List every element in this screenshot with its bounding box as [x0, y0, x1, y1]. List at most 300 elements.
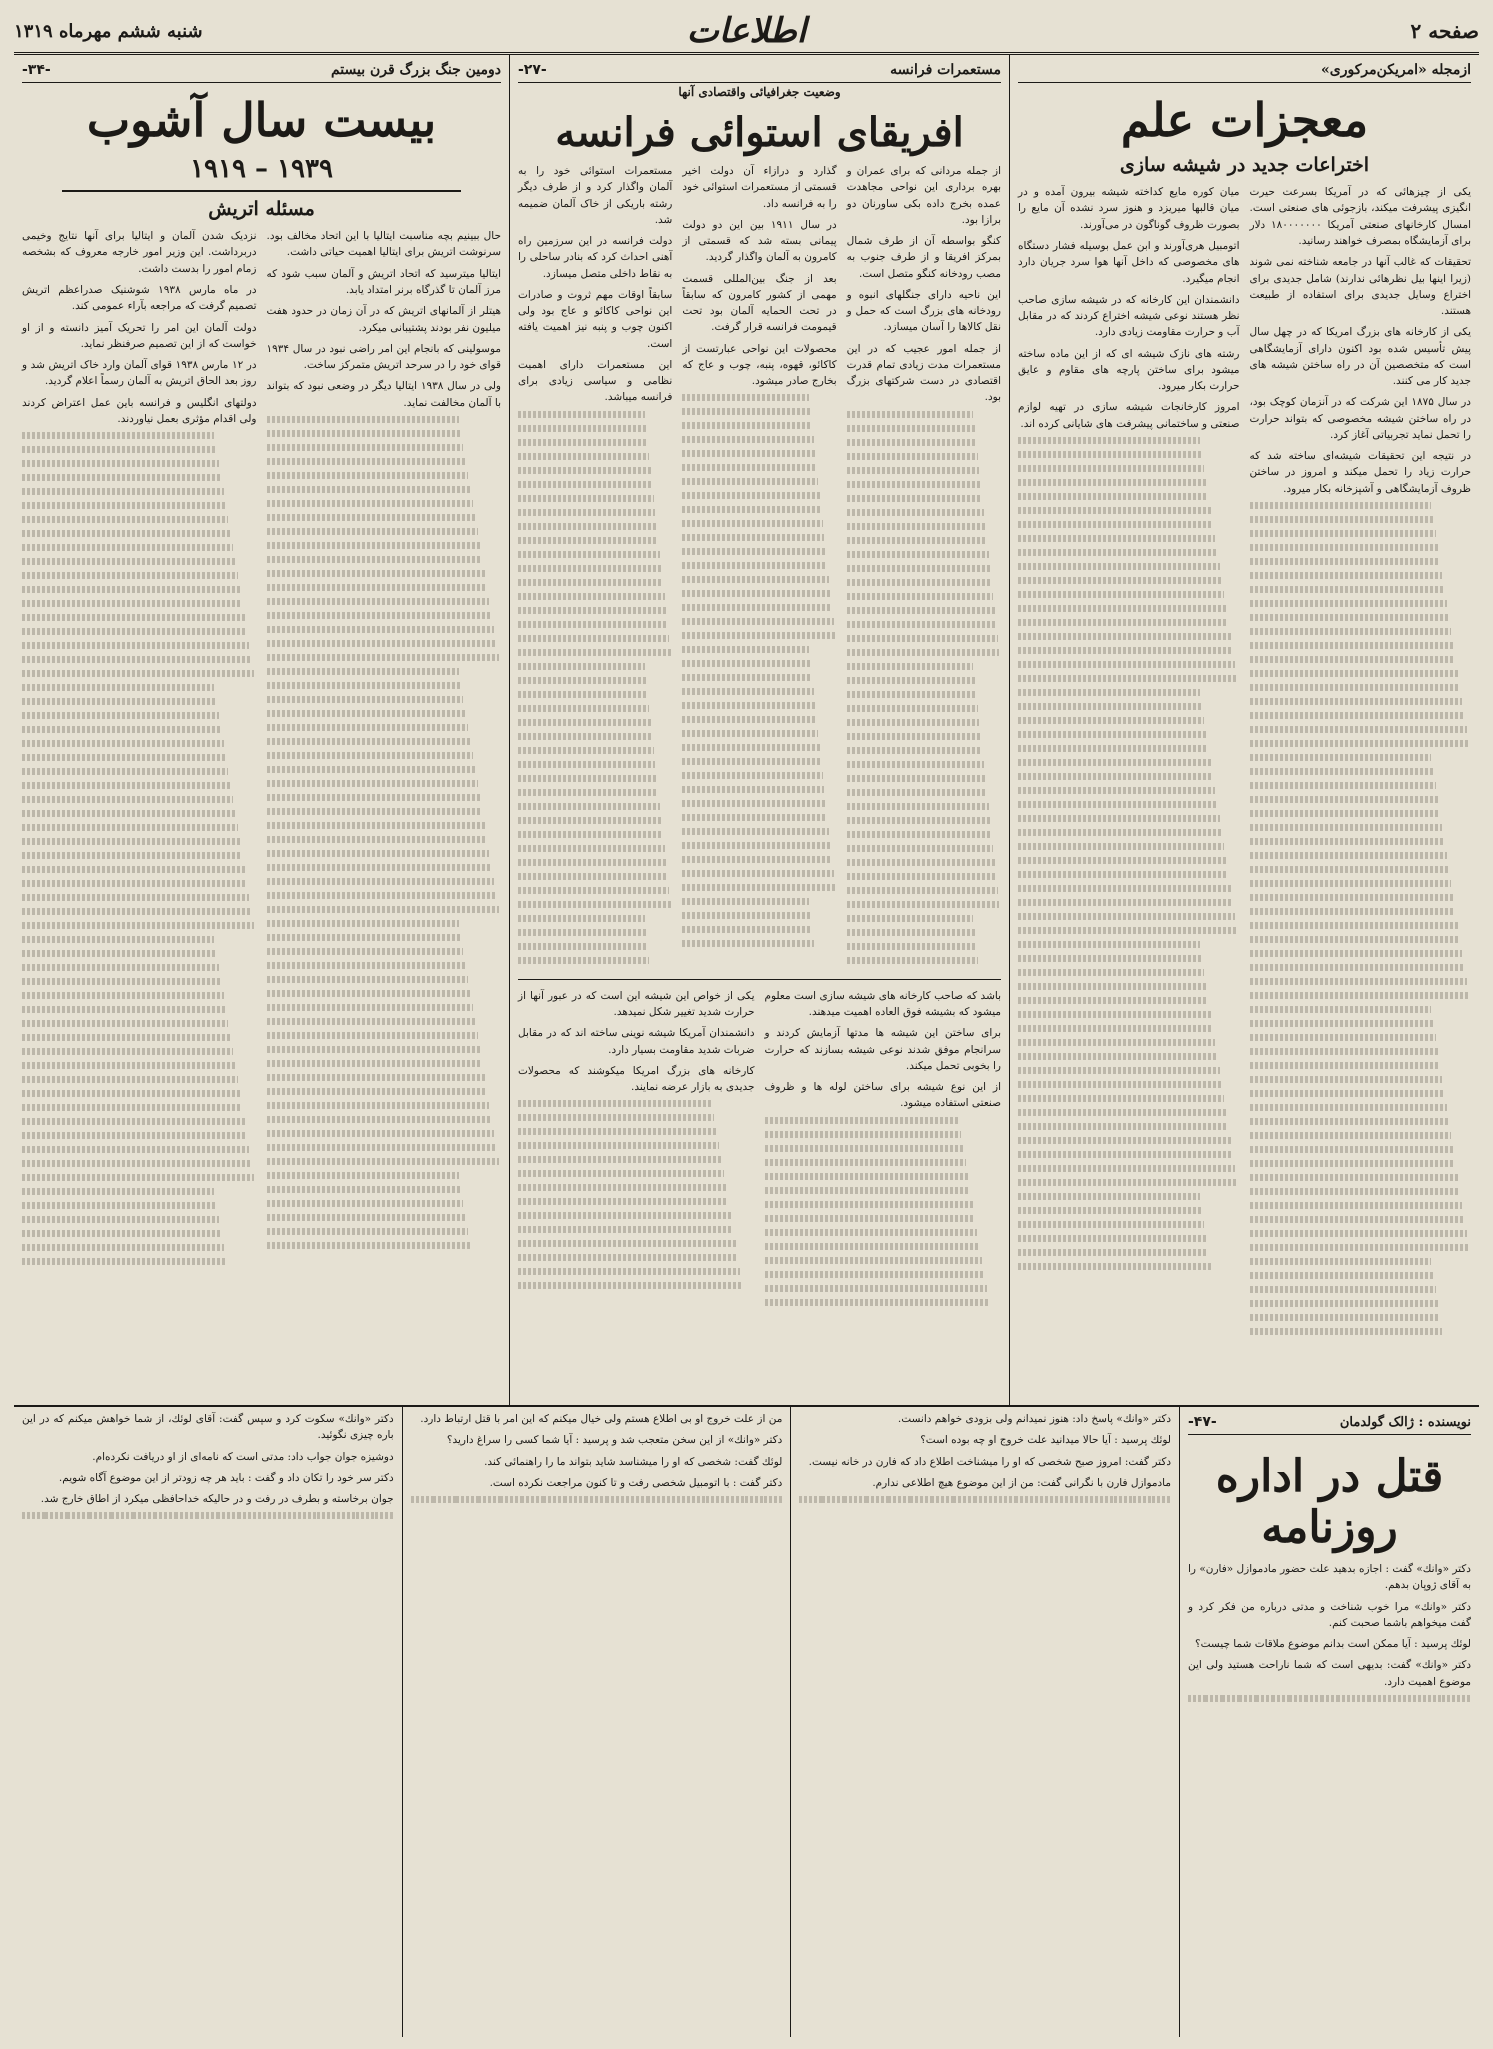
text-line — [1018, 703, 1202, 710]
text-line — [267, 1172, 459, 1179]
paragraph: دکتر «وانك» مرا خوب شناخت و مدتی درباره من فکر کرد و گفت میخواهم باشما صحبت کنم. — [1188, 1600, 1471, 1629]
text-line — [1152, 1496, 1171, 1503]
article-colonies — [509, 55, 1009, 1405]
text-line — [22, 712, 219, 719]
text-line — [22, 558, 235, 565]
text-line — [518, 425, 646, 432]
text-line — [518, 719, 651, 726]
text-line — [682, 730, 818, 737]
text-line — [267, 752, 473, 759]
text-line — [22, 1202, 217, 1209]
text-line — [22, 852, 242, 859]
text-line — [267, 472, 469, 479]
text-line — [267, 1018, 476, 1025]
text-line — [888, 1496, 910, 1503]
text-line — [1188, 1695, 1205, 1702]
text-line — [1133, 1496, 1152, 1503]
text-line — [764, 1496, 783, 1503]
text-line — [682, 842, 830, 849]
text-line — [267, 822, 485, 829]
text-line — [1018, 1137, 1231, 1144]
text-line — [22, 1118, 245, 1125]
text-line — [1018, 647, 1233, 654]
text-line — [1250, 950, 1463, 957]
text-line — [267, 878, 494, 885]
article-war-subtitle: مسئله اتریش — [208, 198, 315, 221]
text-line — [1250, 516, 1434, 523]
text-line — [22, 684, 214, 691]
text-line — [682, 674, 812, 681]
text-line — [682, 800, 826, 807]
text-line — [267, 892, 497, 899]
text-line — [267, 542, 480, 549]
text-line — [267, 1088, 487, 1095]
text-line — [1250, 936, 1460, 943]
paragraph: دکتر «وانك» گفت: بدیهی است که شما ناراحت هستید ولی این موضوع اهمیت دارد. — [1188, 1659, 1471, 1688]
paragraph: در سال ۱۹۱۱ بین این دو دولت پیمانی بسته شد که قسمتی از کامرون به آلمان واگذار گردید. — [682, 218, 837, 264]
text-line — [22, 586, 240, 593]
text-line — [1018, 1053, 1217, 1060]
text-line — [22, 782, 231, 789]
text-line — [682, 464, 816, 471]
text-line — [267, 626, 494, 633]
text-line — [521, 1496, 542, 1503]
paragraph: در نتیجه این تحقیقات شیشه‌ای ساخته شد که حرارت زیاد را تحمل میکند و امروز در ساختن ظروف آزمایشگاهی و آشپزخانه بکار میرود. — [1249, 450, 1471, 495]
series-number: -۲۷- — [518, 62, 547, 78]
text-line — [847, 565, 991, 572]
text-line — [518, 565, 662, 572]
text-line — [682, 702, 815, 709]
text-line — [22, 866, 245, 873]
text-line — [1018, 899, 1233, 906]
text-line — [267, 724, 469, 731]
text-line — [1018, 535, 1215, 542]
text-line — [799, 1496, 822, 1503]
text-line — [22, 544, 233, 551]
text-line — [1250, 600, 1447, 607]
text-line — [518, 621, 668, 628]
article-colonies-col2 — [682, 163, 836, 971]
paragraph: از جمله امور عجیب که در این مستعمرات مدت زیادی تمام قدرت اقتصادی در دست شرکتهای بزرگ بود. — [846, 342, 1001, 404]
text-line — [1250, 726, 1467, 733]
text-line — [518, 551, 660, 558]
text-line — [847, 803, 989, 810]
text-line — [682, 548, 826, 555]
article-science-col2 — [1018, 184, 1240, 1342]
text-line — [267, 1032, 478, 1039]
text-line — [847, 901, 1000, 908]
paragraph: ایتالیا میترسید که اتحاد اتریش و آلمان سبب شود که مرز آلمان تا گذرگاه برنر امتداد یابد. — [266, 267, 501, 296]
text-line — [1018, 1165, 1235, 1172]
text-line — [22, 894, 249, 901]
text-line — [667, 1496, 687, 1503]
novel-header — [1188, 1411, 1471, 1435]
paragraph: هیتلر از آلمانهای اتریش که در آن زمان در حدود هفت میلیون نفر بودند پشتیبانی میکرد. — [266, 305, 501, 334]
paragraph: بعد از جنگ بین‌المللی قسمت مهمی از کشور کامرون که سابقاً در تحت الحمایه آلمان بود تحت قیمومت فرانسه قرار گرفت. — [682, 272, 837, 334]
text-line — [267, 598, 490, 605]
text-line — [765, 1159, 966, 1166]
text-line — [847, 929, 975, 936]
text-line — [847, 915, 974, 922]
text-line — [1250, 768, 1434, 775]
text-line — [1018, 1067, 1220, 1074]
text-line — [1018, 843, 1224, 850]
text-line — [1250, 1230, 1467, 1237]
text-line — [1018, 913, 1235, 920]
text-line — [931, 1496, 952, 1503]
text-line — [847, 551, 989, 558]
text-line — [22, 1006, 226, 1013]
text-line — [22, 1034, 231, 1041]
text-line — [682, 492, 819, 499]
text-line — [22, 1230, 221, 1237]
text-line — [1205, 1695, 1222, 1702]
paragraph: این ناحیه دارای جنگلهای انبوه و رودخانه های بزرگ است که حمل و نقل کالاها را آسان میسازد. — [846, 288, 1001, 334]
text-line — [847, 719, 980, 726]
text-line — [518, 1184, 726, 1191]
text-line — [518, 523, 657, 530]
text-line — [847, 957, 978, 964]
text-line — [267, 808, 483, 815]
text-line — [267, 654, 499, 661]
page-number: صفحه ۲ — [1410, 19, 1479, 43]
text-line — [682, 506, 821, 513]
text-line — [518, 593, 665, 600]
text-line — [1250, 1006, 1432, 1013]
text-line — [1018, 857, 1226, 864]
paragraph: موسولینی که بانجام این امر راضی نبود در سال ۱۹۳۴ قوای خود را در سرحد اتریش متمرکز ساخت. — [266, 342, 501, 372]
text-line — [456, 1496, 478, 1503]
paragraph: محصولات این نواحی عبارتست از کاکائو، قهوه، پنبه، چوب و عاج که بخارج صادر میشود. — [682, 342, 837, 388]
text-line — [585, 1496, 606, 1503]
text-line — [1250, 1160, 1456, 1167]
text-line — [518, 761, 655, 768]
text-line — [953, 1496, 974, 1503]
text-line — [1018, 507, 1211, 514]
paragraph: در سال ۱۸۷۵ این شرکت که در آنزمان کوچک بود، در راه ساختن شیشه مخصوصی که بتواند حرارت را تحمل نماید تجربیاتی آغاز کرد. — [1249, 396, 1471, 441]
text-line — [267, 990, 471, 997]
text-line — [682, 786, 824, 793]
text-line — [847, 467, 980, 474]
text-line — [1018, 983, 1206, 990]
text-line — [267, 640, 497, 647]
text-line — [706, 1496, 725, 1503]
novel-col3 — [411, 1411, 783, 2037]
text-line — [22, 936, 214, 943]
text-line — [847, 607, 995, 614]
text-line — [1250, 740, 1469, 747]
text-line — [847, 817, 991, 824]
text-line — [1015, 1496, 1035, 1503]
text-line — [1018, 479, 1206, 486]
text-line — [682, 940, 813, 947]
article-science-title: معجزات علم — [1120, 93, 1369, 147]
text-line — [1442, 1695, 1456, 1702]
text-line — [1018, 941, 1200, 948]
text-line — [1250, 810, 1440, 817]
text-line — [22, 1132, 247, 1139]
text-line — [1250, 978, 1467, 985]
text-line — [1018, 1123, 1228, 1130]
text-line — [1018, 1109, 1226, 1116]
article-colonies-title: افریقای استوائی فرانسه — [555, 109, 964, 156]
text-line — [1018, 633, 1231, 640]
text-line — [518, 705, 649, 712]
text-line — [22, 810, 235, 817]
text-line — [1018, 955, 1202, 962]
text-line — [518, 789, 658, 796]
paragraph: دکتر «وانك» پاسخ داد: هنوز نمیدانم ولی بزودی خواهم دانست. — [897, 1413, 1171, 1425]
text-line — [1018, 815, 1220, 822]
text-line — [154, 1512, 175, 1519]
text-line — [847, 523, 986, 530]
paragraph: تحقیقات که غالب آنها در جامعه شناخته نمی شوند (زیرا اینها بیل نظرهائی ندارند) شامل جدیدی برای اختراع وسایل جدیدی برای استفاده از طبیعت هستند. — [1249, 256, 1471, 318]
text-line — [847, 775, 986, 782]
text-line — [682, 688, 813, 695]
text-line — [22, 880, 247, 887]
text-line — [1250, 1216, 1465, 1223]
text-line — [518, 691, 648, 698]
text-line — [682, 604, 832, 611]
text-line — [1250, 964, 1465, 971]
text-line — [22, 768, 228, 775]
text-line — [1305, 1695, 1321, 1702]
text-line — [89, 1512, 111, 1519]
text-line — [518, 1282, 743, 1289]
text-line — [267, 570, 485, 577]
novel-author: نویسنده : ژالک گولدمان — [1339, 1414, 1471, 1430]
text-line — [1018, 549, 1217, 556]
text-line — [22, 1512, 45, 1519]
text-line — [682, 660, 810, 667]
text-line — [22, 698, 217, 705]
text-line — [1250, 656, 1456, 663]
article-science-subtitle: اختراعات جدید در شیشه سازی — [1119, 154, 1370, 177]
text-line — [22, 754, 226, 761]
text-line — [1018, 675, 1237, 682]
text-line — [1250, 1174, 1458, 1181]
issue-date: شنبه ششم مهرماه ۱۳۱۹ — [14, 20, 203, 42]
text-line — [267, 668, 459, 675]
text-line — [518, 1254, 738, 1261]
text-line — [267, 1200, 464, 1207]
serial-novel — [14, 1407, 1479, 2037]
paragraph: دولتهای انگلیس و فرانسه باین عمل اعتراض کردند ولی اقدام مؤثری بعمل نیاوردند. — [22, 396, 257, 425]
text-line — [22, 740, 224, 747]
text-line — [175, 1512, 196, 1519]
text-line — [518, 439, 648, 446]
paragraph: لوئك پرسید : آیا حالا میدانید علت خروج او چه بوده است؟ — [920, 1434, 1171, 1447]
text-line — [267, 780, 478, 787]
newspaper-logo: اطلاعات — [686, 11, 807, 51]
text-line — [1250, 670, 1458, 677]
text-line — [682, 450, 815, 457]
text-line — [337, 1512, 356, 1519]
article-war-col2 — [22, 228, 257, 1272]
text-line — [847, 859, 995, 866]
text-line — [22, 446, 217, 453]
text-line — [847, 733, 981, 740]
text-line — [22, 572, 238, 579]
text-line — [22, 530, 231, 537]
text-line — [1250, 852, 1447, 859]
text-line — [1239, 1695, 1256, 1702]
text-line — [974, 1496, 995, 1503]
text-line — [682, 534, 824, 541]
text-line — [267, 1144, 497, 1151]
article-colonies-lower-col2 — [518, 988, 755, 1313]
text-line — [847, 845, 994, 852]
paragraph: برای ساختن این شیشه ها مدتها آزمایش کردند و سرانجام موفق شدند نوعی شیشه بسازند که حرارت را بخوبی تحمل میکند. — [764, 1027, 1001, 1072]
text-line — [518, 411, 645, 418]
text-line — [1250, 1020, 1434, 1027]
text-line — [1018, 451, 1202, 458]
text-line — [1018, 661, 1235, 668]
text-line — [518, 901, 671, 908]
text-line — [847, 831, 992, 838]
text-line — [1250, 1090, 1445, 1097]
text-line — [518, 663, 645, 670]
text-line — [682, 744, 819, 751]
article-science-col1 — [1250, 184, 1472, 1342]
text-line — [267, 1228, 469, 1235]
text-line — [22, 432, 214, 439]
text-line — [267, 766, 476, 773]
text-line — [765, 1299, 990, 1306]
text-line — [217, 1512, 238, 1519]
paragraph: میان کوره مایع کداخته شیشه بیرون آمده و در میان قالبها میریزد و هنوز سرد نشده آن مایع را بصورت ظروف گوناگون در می‌آورند. — [1018, 186, 1240, 231]
text-line — [518, 1226, 733, 1233]
text-line — [847, 677, 975, 684]
text-line — [1018, 577, 1222, 584]
text-line — [196, 1512, 217, 1519]
text-line — [1250, 1034, 1436, 1041]
text-line — [22, 488, 224, 495]
text-line — [1250, 1300, 1438, 1307]
text-line — [1018, 689, 1200, 696]
text-line — [22, 1020, 228, 1027]
text-line — [1018, 605, 1226, 612]
text-line — [22, 1160, 252, 1167]
paragraph: دانشمندان آمریکا شیشه نوینی ساخته اند که در مقابل ضربات شدید مقاومت بسیار دارد. — [518, 1027, 755, 1056]
text-line — [518, 509, 655, 516]
series-label: دومین جنگ بزرگ قرن بیستم — [330, 62, 501, 78]
text-line — [1018, 745, 1208, 752]
text-line — [518, 495, 654, 502]
text-line — [267, 556, 483, 563]
text-line — [606, 1496, 627, 1503]
novel-col4 — [22, 1411, 394, 2037]
novel-col1 — [1188, 1561, 1471, 2037]
paragraph: در ۱۲ مارس ۱۹۳۸ قوای آلمان وارد خاک اتریش شد و روز بعد الحاق اتریش به آلمان رسماً اعلام گردید. — [22, 359, 257, 388]
text-line — [1018, 759, 1211, 766]
text-line — [267, 514, 476, 521]
section-divider — [518, 979, 1001, 980]
text-line — [765, 1187, 971, 1194]
text-line — [682, 856, 832, 863]
text-line — [22, 1048, 233, 1055]
text-line — [22, 908, 252, 915]
text-line — [1250, 782, 1436, 789]
paragraph: لوئك پرسید : آیا ممکن است بدانم موضوع ملاقات شما چیست؟ — [1195, 1638, 1471, 1651]
text-line — [1055, 1496, 1075, 1503]
text-line — [1018, 927, 1237, 934]
text-line — [267, 444, 464, 451]
text-line — [1250, 880, 1452, 887]
text-line — [844, 1496, 866, 1503]
text-line — [518, 915, 645, 922]
text-line — [1250, 1118, 1449, 1125]
text-line — [847, 887, 998, 894]
text-line — [67, 1512, 89, 1519]
text-line — [682, 898, 809, 905]
text-line — [1250, 712, 1465, 719]
text-line — [45, 1512, 67, 1519]
text-line — [267, 864, 492, 871]
text-line — [22, 600, 242, 607]
novel-body-3 — [402, 1407, 791, 2037]
text-line — [267, 794, 480, 801]
novel-col2 — [799, 1411, 1171, 2037]
section-label: مستعمرات فرانسه — [890, 62, 1001, 78]
paragraph: دکتر گفت : با اتومبیل شخصی رفت و تا کنون مراجعت نکرده است. — [489, 1476, 783, 1489]
text-line — [278, 1512, 298, 1519]
paragraph: ولی در سال ۱۹۳۸ ایتالیا دیگر در وضعی نبود که بتواند با آلمان مخالفت نماید. — [266, 380, 501, 409]
text-line — [847, 593, 994, 600]
text-line — [1250, 502, 1432, 509]
paragraph: کارخانه های بزرگ امریکا میکوشند که محصولات جدیدی به بازار عرضه نمایند. — [518, 1064, 755, 1094]
text-line — [1018, 1039, 1215, 1046]
text-line — [267, 1116, 492, 1123]
text-line — [765, 1243, 980, 1250]
text-line — [267, 1158, 499, 1165]
text-line — [847, 705, 978, 712]
text-line — [1428, 1695, 1443, 1702]
text-line — [518, 845, 665, 852]
text-line — [1250, 1146, 1454, 1153]
text-line — [682, 590, 830, 597]
series-number: -۴۷- — [1188, 1414, 1217, 1430]
text-line — [1250, 1244, 1469, 1251]
text-line — [1018, 465, 1204, 472]
text-line — [518, 929, 646, 936]
text-line — [1018, 1207, 1202, 1214]
text-line — [267, 962, 466, 969]
text-line — [1018, 1095, 1224, 1102]
article-colonies-header — [518, 59, 1001, 83]
paragraph: دکتر گفت: امروز صبح شخصی که او را میشناخت اطلاع داد که فارن در خانه نیست. — [808, 1455, 1171, 1468]
text-line — [518, 1198, 728, 1205]
text-line — [267, 738, 471, 745]
text-line — [22, 474, 221, 481]
article-colonies-col3 — [518, 163, 672, 971]
text-line — [238, 1512, 258, 1519]
text-line — [1018, 521, 1213, 528]
text-line — [847, 425, 975, 432]
text-line — [500, 1496, 522, 1503]
text-line — [518, 747, 654, 754]
text-line — [1018, 717, 1204, 724]
text-line — [1250, 530, 1436, 537]
paragraph: سابقاً اوقات مهم ثروت و صادرات این نواحی کاکائو و عاج بود ولی اکنون چوب و پنبه نیز اهمیت یافته است. — [518, 288, 673, 350]
text-line — [22, 1174, 254, 1181]
text-line — [518, 579, 663, 586]
text-line — [682, 632, 835, 639]
text-line — [1272, 1695, 1288, 1702]
text-line — [1018, 885, 1231, 892]
text-line — [1250, 1272, 1434, 1279]
text-line — [1018, 1235, 1206, 1242]
